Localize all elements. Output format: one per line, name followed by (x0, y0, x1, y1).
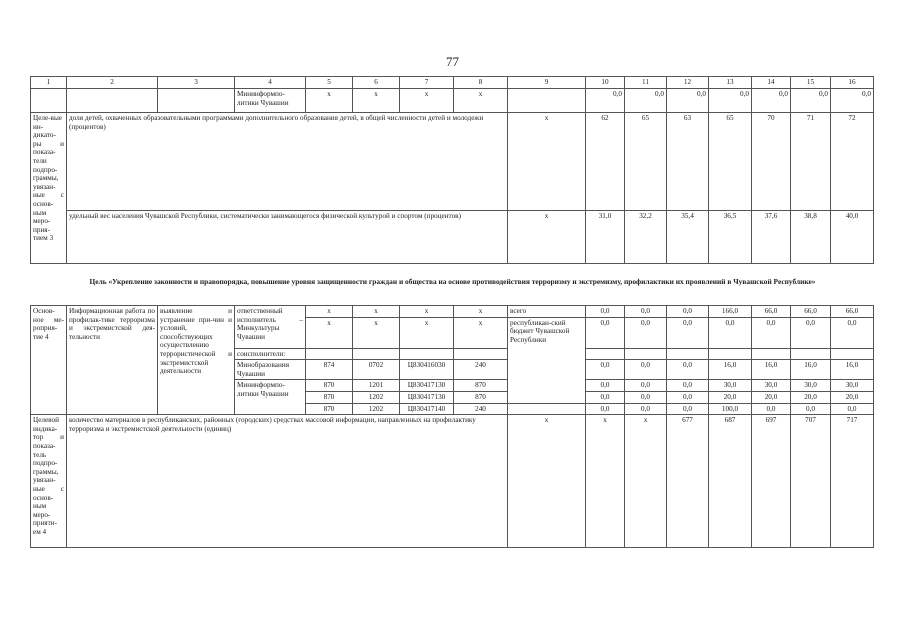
col-header: 3 (158, 77, 235, 89)
col-header: 10 (586, 77, 625, 89)
value-cell: 0,0 (625, 317, 667, 348)
value-cell: 0,0 (667, 380, 709, 392)
value-cell: 0,0 (791, 89, 831, 113)
page-number: 77 (446, 54, 459, 69)
cell: x (454, 89, 508, 113)
value-cell: 0,0 (625, 89, 667, 113)
table-row (31, 306, 874, 318)
measure-name: Информационная работа по профилак-тике терроризма и экстремистской дея-тельности (67, 306, 158, 415)
value-cell: 70 (752, 113, 791, 211)
column-number-row (31, 77, 874, 89)
value-cell: 0,0 (752, 317, 791, 348)
program-table-upper (30, 76, 874, 264)
value-cell: 0,0 (667, 403, 709, 415)
value-cell: 20,0 (709, 391, 752, 403)
value-cell: 71 (791, 113, 831, 211)
executor-cell: Мининформпо-литики Чувашии (235, 89, 306, 113)
cell: x (306, 89, 353, 113)
value-cell: 0,0 (586, 403, 625, 415)
value-cell: 0,0 (667, 360, 709, 380)
value-cell: 677 (667, 415, 709, 548)
value-cell: 16,0 (752, 360, 791, 380)
value-cell: 66,0 (791, 306, 831, 318)
value-cell: 166,0 (709, 306, 752, 318)
indicator-text: доля детей, охваченных образовательными программами дополнительного образования детей, в общей численности детей и молодежи (процентов) (67, 113, 508, 211)
value-cell: 0,0 (752, 89, 791, 113)
value-cell: 35,4 (667, 210, 709, 263)
indicator-text: количество материалов в республиканских, районных (городских) средствах массовой информации, направленных на профилактику терроризма и экстремистской деятельности (единиц) (67, 415, 508, 548)
cell: 1202 (353, 403, 400, 415)
value-cell: 66,0 (752, 306, 791, 318)
value-cell: 0,0 (831, 317, 874, 348)
value-cell: 20,0 (791, 391, 831, 403)
value-cell: 0,0 (791, 317, 831, 348)
value-cell: 100,0 (709, 403, 752, 415)
value-cell: 0,0 (667, 89, 709, 113)
value-cell: 16,0 (709, 360, 752, 380)
indicator-row (31, 415, 874, 548)
value-cell: 30,0 (831, 380, 874, 392)
value-cell: 0,0 (667, 317, 709, 348)
cell: x (508, 113, 586, 211)
value-cell: 40,0 (831, 210, 874, 263)
cell: 240 (454, 403, 508, 415)
cell: Ц830417130 (400, 380, 454, 392)
value-cell: 63 (667, 113, 709, 211)
col-header: 12 (667, 77, 709, 89)
value-cell: 30,0 (791, 380, 831, 392)
value-cell: 0,0 (667, 391, 709, 403)
value-cell: 717 (831, 415, 874, 548)
program-table-lower (30, 305, 874, 548)
value-cell: 65 (709, 113, 752, 211)
col-header: 15 (791, 77, 831, 89)
col-header: 6 (353, 77, 400, 89)
value-cell: 0,0 (625, 360, 667, 380)
cell: x (400, 306, 454, 318)
value-cell: 697 (752, 415, 791, 548)
value-cell: 72 (831, 113, 874, 211)
value-cell: 20,0 (752, 391, 791, 403)
indicators-label: Целевой индика-тор и показа-тель подпро-граммы, увязан-ные с основ-ным меро-прияти-ем 4 (31, 415, 67, 548)
value-cell: 0,0 (586, 360, 625, 380)
value-cell: 0,0 (709, 89, 752, 113)
cell: 870 (306, 391, 353, 403)
indicator-text: удельный вес населения Чувашской Республики, систематически занимающегося физической культурой и спортом (процентов) (67, 210, 508, 263)
col-header: 11 (625, 77, 667, 89)
value-cell: 30,0 (709, 380, 752, 392)
value-cell: 687 (709, 415, 752, 548)
cell: 870 (306, 403, 353, 415)
cell: x (306, 317, 353, 348)
value-cell: 0,0 (586, 317, 625, 348)
executor-cell: Мининформпо-литики Чувашии (235, 380, 306, 415)
col-header: 4 (235, 77, 306, 89)
value-cell: 66,0 (831, 306, 874, 318)
cell: 1201 (353, 380, 400, 392)
value-cell: 37,6 (752, 210, 791, 263)
indicators-label: Целе-вые ин-дикато-ры и показа-тели подпро-граммы, увязан-ные с основ-ным меро-прия-тием 3 (31, 113, 67, 264)
value-cell: 36,5 (709, 210, 752, 263)
value-cell: 0,0 (625, 403, 667, 415)
cell: Ц830417140 (400, 403, 454, 415)
col-header: 7 (400, 77, 454, 89)
col-header: 16 (831, 77, 874, 89)
cell: x (454, 317, 508, 348)
value-cell: 31,0 (586, 210, 625, 263)
cell: x (625, 415, 667, 548)
value-cell: 707 (791, 415, 831, 548)
col-header: 14 (752, 77, 791, 89)
cell: x (508, 415, 586, 548)
value-cell: 0,0 (586, 391, 625, 403)
cell: x (508, 210, 586, 263)
cell: 0702 (353, 360, 400, 380)
cell: x (353, 317, 400, 348)
value-cell: 16,0 (831, 360, 874, 380)
cell: x (400, 89, 454, 113)
value-cell: 38,8 (791, 210, 831, 263)
measure-label: Основ-ное ме-роприя-тие 4 (31, 306, 67, 415)
indicator-row (31, 210, 874, 263)
value-cell: 0,0 (586, 306, 625, 318)
indicator-row (31, 113, 874, 211)
value-cell: 0,0 (791, 403, 831, 415)
value-cell: 0,0 (667, 306, 709, 318)
goal-heading: Цель «Укрепление законности и правопорядка, повышение уровня защищенности граждан и общества на основе противодействия терроризму и экстремизму, профилактики их проявлений в Чувашской Республике» (89, 277, 816, 286)
value-cell: 0,0 (586, 380, 625, 392)
table-row (31, 89, 874, 113)
col-header: 9 (508, 77, 586, 89)
measure-task: выявление и устранение при-чин и условий, способствующих осуществлению террористической и экстремистской деятельности (158, 306, 235, 415)
value-cell: 30,0 (752, 380, 791, 392)
cell: x (353, 306, 400, 318)
col-header: 2 (67, 77, 158, 89)
value-cell: 0,0 (625, 391, 667, 403)
value-cell: 0,0 (831, 403, 874, 415)
value-cell: 0,0 (625, 306, 667, 318)
value-cell: 0,0 (831, 89, 874, 113)
cell: 870 (306, 380, 353, 392)
col-header: 8 (454, 77, 508, 89)
col-header: 1 (31, 77, 67, 89)
executor-cell: Минобразования Чувашии (235, 360, 306, 380)
col-header: 13 (709, 77, 752, 89)
value-cell: 62 (586, 113, 625, 211)
cell: 240 (454, 360, 508, 380)
cell: Ц830417130 (400, 391, 454, 403)
cell: x (400, 317, 454, 348)
cell: Ц830416030 (400, 360, 454, 380)
value-cell: 16,0 (791, 360, 831, 380)
value-cell: 0,0 (625, 380, 667, 392)
cell: 870 (454, 391, 508, 403)
cell: x (306, 306, 353, 318)
cell: x (353, 89, 400, 113)
value-cell: 32,2 (625, 210, 667, 263)
executor-cell: ответственный исполнитель – Минкультуры Чувашии (235, 306, 306, 349)
value-cell: 0,0 (586, 89, 625, 113)
cell: x (454, 306, 508, 318)
source-cell: всего (508, 306, 586, 318)
value-cell: 65 (625, 113, 667, 211)
col-header: 5 (306, 77, 353, 89)
cell: 870 (454, 380, 508, 392)
value-cell: 20,0 (831, 391, 874, 403)
coexecutors-label: соисполнители: (235, 348, 306, 360)
value-cell: 0,0 (752, 403, 791, 415)
source-cell: республикан-ский бюджет Чувашской Республики (508, 317, 586, 403)
cell: x (586, 415, 625, 548)
cell: 1202 (353, 391, 400, 403)
value-cell: 0,0 (709, 317, 752, 348)
cell: 874 (306, 360, 353, 380)
